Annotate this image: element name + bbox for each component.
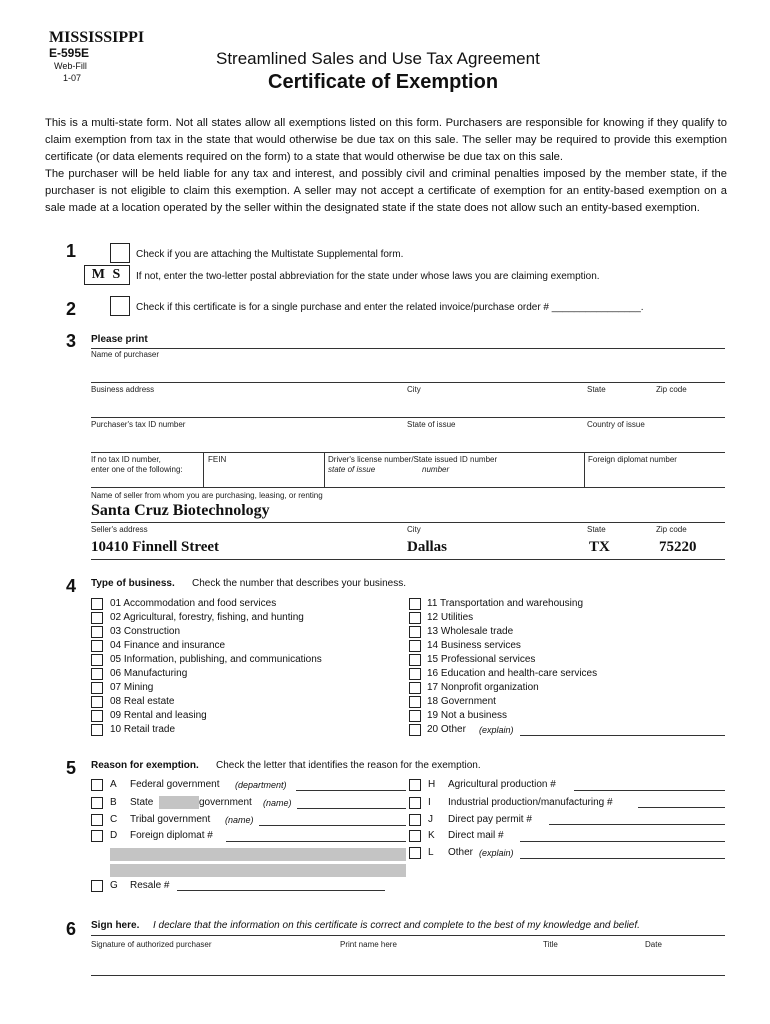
business-other-explain-line[interactable]: [520, 735, 725, 736]
reason-checkbox-d[interactable]: [91, 830, 103, 842]
business-label-08: 08 Real estate: [110, 696, 175, 707]
reason-line-l[interactable]: [520, 858, 725, 859]
line-purchaser-name[interactable]: [91, 382, 725, 383]
reason-letter-d: D: [110, 830, 118, 841]
drivers-license-label: Driver's license number/State issued ID number: [328, 455, 498, 464]
divider-drivers-license: [324, 452, 325, 488]
revision-label: 1-07: [63, 73, 82, 83]
type-of-business-instruction: Check the number that describes your business.: [192, 578, 406, 589]
section-1-number: 1: [66, 241, 77, 261]
reason-text-d: Foreign diplomat #: [130, 830, 213, 841]
reason-checkbox-b[interactable]: [91, 797, 103, 809]
business-checkbox-13[interactable]: [409, 626, 421, 638]
section-2-number: 2: [66, 299, 77, 319]
dl-number-label: number: [422, 465, 450, 474]
seller-zip-value[interactable]: 75220: [659, 539, 697, 555]
multistate-supplemental-text: Check if you are attaching the Multistate Supplemental form.: [136, 249, 404, 260]
reason-note-l: (explain): [479, 848, 514, 858]
business-checkbox-18[interactable]: [409, 696, 421, 708]
business-label-06: 06 Manufacturing: [110, 668, 188, 679]
type-of-business-heading: Type of business.: [91, 578, 175, 589]
divider-foreign-diplomat: [584, 452, 585, 488]
reason-letter-h: H: [428, 779, 436, 790]
seller-name-value[interactable]: Santa Cruz Biotechnology: [91, 502, 270, 519]
business-checkbox-10[interactable]: [91, 724, 103, 736]
fein-label: FEIN: [208, 455, 227, 464]
dl-state-of-issue-label: state of issue: [328, 465, 376, 474]
business-label-15: 15 Professional services: [427, 654, 536, 665]
declaration-text: I declare that the information on this certificate is correct and complete to the best of my knowledge and belief.: [153, 920, 640, 931]
business-label-03: 03 Construction: [110, 626, 181, 637]
reason-line-j[interactable]: [549, 824, 725, 825]
reason-instruction: Check the letter that identifies the reason for the exemption.: [216, 760, 481, 771]
tax-id-label: Purchaser's tax ID number: [91, 420, 186, 429]
business-checkbox-07[interactable]: [91, 682, 103, 694]
business-address-label: Business address: [91, 385, 155, 394]
web-fill-label: Web-Fill: [54, 61, 87, 71]
business-label-20: 20 Other: [427, 724, 466, 735]
business-checkbox-03[interactable]: [91, 626, 103, 638]
reason-letter-i: I: [428, 797, 431, 808]
seller-name-label: Name of seller from whom you are purchasing, leasing, or renting: [91, 491, 323, 500]
business-label-09: 09 Rental and leasing: [110, 710, 207, 721]
business-checkbox-02[interactable]: [91, 612, 103, 624]
signature-line[interactable]: [91, 975, 725, 976]
reason-checkbox-j[interactable]: [409, 814, 421, 826]
seller-city-value[interactable]: Dallas: [407, 539, 448, 555]
business-checkbox-16[interactable]: [409, 668, 421, 680]
business-label-14: 14 Business services: [427, 640, 521, 651]
reason-text-h: Agricultural production #: [448, 779, 556, 790]
no-tax-id-label-2: enter one of the following:: [91, 465, 183, 474]
signature-label: Signature of authorized purchaser: [91, 940, 212, 949]
business-label-19: 19 Not a business: [427, 710, 508, 721]
reason-text-j: Direct pay permit #: [448, 814, 532, 825]
business-checkbox-17[interactable]: [409, 682, 421, 694]
state-of-issue-label: State of issue: [407, 420, 456, 429]
business-checkbox-15[interactable]: [409, 654, 421, 666]
reason-letter-c: C: [110, 814, 118, 825]
reason-letter-a: A: [110, 779, 117, 790]
line-id-numbers[interactable]: [91, 487, 725, 488]
business-label-13: 13 Wholesale trade: [427, 626, 514, 637]
business-label-05: 05 Information, publishing, and communications: [110, 654, 322, 665]
business-label-01: 01 Accommodation and food services: [110, 598, 277, 609]
reason-line-c[interactable]: [259, 825, 406, 826]
print-name-label: Print name here: [340, 940, 397, 949]
seller-city-label: City: [407, 525, 421, 534]
reason-text-b-government: government: [199, 797, 252, 808]
business-checkbox-19[interactable]: [409, 710, 421, 722]
business-label-04: 04 Finance and insurance: [110, 640, 226, 651]
city-label: City: [407, 385, 421, 394]
reason-line-h[interactable]: [574, 790, 725, 791]
foreign-diplomat-label: Foreign diplomat number: [588, 455, 677, 464]
state-abbreviation-field[interactable]: M S: [84, 265, 130, 285]
reason-line-d[interactable]: [226, 841, 406, 842]
reason-checkbox-k[interactable]: [409, 830, 421, 842]
intro-paragraph-1: This is a multi-state form. Not all states allow all exemptions listed on this form. Purchasers are responsible for knowing if they qualify to claim exemption from tax in the state that would otherwise be due tax on this sale. The seller may be required to provide this exemption certificate (or data elements required on the form) to a state that would otherwise be due tax on this sale.: [45, 117, 727, 163]
business-checkbox-04[interactable]: [91, 640, 103, 652]
business-label-16: 16 Education and health-care services: [427, 668, 598, 679]
form-title: Certificate of Exemption: [268, 71, 499, 93]
business-checkbox-08[interactable]: [91, 696, 103, 708]
business-label-10: 10 Retail trade: [110, 724, 176, 735]
section-4-number: 4: [66, 576, 77, 596]
seller-state-value[interactable]: TX: [589, 539, 610, 555]
business-other-explain-note: (explain): [479, 725, 514, 735]
section-6-number: 6: [66, 919, 77, 939]
reason-text-l: Other: [448, 847, 474, 858]
business-checkbox-06[interactable]: [91, 668, 103, 680]
reason-text-c: Tribal government: [130, 814, 211, 825]
country-of-issue-label: Country of issue: [587, 420, 645, 429]
business-checkbox-05[interactable]: [91, 654, 103, 666]
multistate-supplemental-checkbox[interactable]: [110, 243, 130, 263]
line-please-print: [91, 348, 725, 349]
reason-line-g[interactable]: [177, 890, 385, 891]
reason-line-a[interactable]: [296, 790, 406, 791]
business-checkbox-01[interactable]: [91, 598, 103, 610]
line-tax-id[interactable]: [91, 452, 725, 453]
redacted-state-field: [159, 796, 199, 809]
reason-note-b: (name): [263, 798, 292, 808]
seller-address-value[interactable]: 10410 Finnell Street: [91, 539, 220, 555]
line-seller-address: [91, 559, 725, 560]
section-3-number: 3: [66, 331, 77, 351]
reason-checkbox-h[interactable]: [409, 779, 421, 791]
section-5-number: 5: [66, 758, 77, 778]
reason-text-g: Resale #: [130, 880, 170, 891]
seller-zip-label: Zip code: [656, 525, 687, 534]
reason-note-a: (department): [235, 780, 287, 790]
date-label: Date: [645, 940, 662, 949]
reason-letter-k: K: [428, 830, 435, 841]
form-number: E-595E: [49, 46, 90, 60]
reason-text-b-state: State: [130, 797, 154, 808]
reason-letter-g: G: [110, 880, 118, 891]
business-checkbox-20[interactable]: [409, 724, 421, 736]
business-label-17: 17 Nonprofit organization: [427, 682, 539, 693]
line-seller-name: [91, 522, 725, 523]
reason-text-a: Federal government: [130, 779, 220, 790]
single-purchase-checkbox[interactable]: [110, 296, 130, 316]
business-checkbox-11[interactable]: [409, 598, 421, 610]
reason-line-i[interactable]: [638, 807, 725, 808]
business-label-12: 12 Utilities: [427, 612, 474, 623]
business-checkbox-12[interactable]: [409, 612, 421, 624]
state-label: State: [587, 385, 606, 394]
reason-letter-b: B: [110, 797, 117, 808]
reason-text-i: Industrial production/manufacturing #: [448, 797, 613, 808]
state-name: MISSISSIPPI: [49, 29, 145, 46]
reason-heading: Reason for exemption.: [91, 760, 199, 771]
please-print-heading: Please print: [91, 334, 148, 345]
business-checkbox-09[interactable]: [91, 710, 103, 722]
reason-checkbox-a[interactable]: [91, 779, 103, 791]
redacted-block-2: [110, 864, 406, 877]
reason-checkbox-l[interactable]: [409, 847, 421, 859]
reason-text-k: Direct mail #: [448, 830, 504, 841]
business-checkbox-14[interactable]: [409, 640, 421, 652]
reason-letter-l: L: [428, 847, 434, 858]
business-label-07: 07 Mining: [110, 682, 154, 693]
line-business-address[interactable]: [91, 417, 725, 418]
reason-note-c: (name): [225, 815, 254, 825]
reason-checkbox-g[interactable]: [91, 880, 103, 892]
name-of-purchaser-label: Name of purchaser: [91, 350, 160, 359]
seller-state-label: State: [587, 525, 606, 534]
sign-here-heading: Sign here.: [91, 920, 140, 931]
single-purchase-text: Check if this certificate is for a single purchase and enter the related invoice/purchase order # ________________.: [136, 302, 644, 313]
seller-address-label: Seller's address: [91, 525, 148, 534]
reason-letter-j: J: [428, 814, 433, 825]
reason-checkbox-c[interactable]: [91, 814, 103, 826]
reason-checkbox-i[interactable]: [409, 797, 421, 809]
no-tax-id-label-1: If no tax ID number,: [91, 455, 161, 464]
business-label-02: 02 Agricultural, forestry, fishing, and hunting: [110, 612, 304, 623]
intro-paragraph-2: The purchaser will be held liable for any tax and interest, and possibly civil and criminal penalties imposed by the member state, if the purchaser is not eligible to claim this exemption. A seller may not accept a certificate of exemption for an entity-based exemption on a sale made at a location operated by the seller within the designated state if the state does not allow such an entity-based exemption.: [45, 168, 727, 214]
reason-line-b[interactable]: [297, 808, 406, 809]
zip-label: Zip code: [656, 385, 687, 394]
line-sign-header: [91, 935, 725, 936]
title-label: Title: [543, 940, 558, 949]
redacted-block-1: [110, 848, 406, 861]
form-subtitle: Streamlined Sales and Use Tax Agreement: [216, 49, 540, 68]
business-label-11: 11 Transportation and warehousing: [427, 598, 584, 609]
divider-fein: [203, 452, 204, 488]
state-abbreviation-text: If not, enter the two-letter postal abbreviation for the state under whose laws you are claiming exemption.: [136, 271, 600, 282]
business-label-18: 18 Government: [427, 696, 496, 707]
reason-line-k[interactable]: [520, 841, 725, 842]
